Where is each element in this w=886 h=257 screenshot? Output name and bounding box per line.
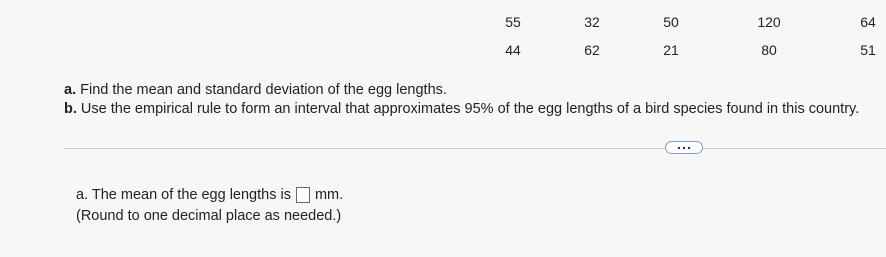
table-cell: 50 [663, 14, 679, 30]
table-cell: 62 [584, 42, 600, 58]
table-cell: 55 [505, 14, 521, 30]
question-b-text: Use the empirical rule to form an interval that approximates 95% of the egg lengths of a bird species found in this country. [80, 101, 860, 117]
table-cell: 32 [584, 14, 600, 30]
answer-line [76, 187, 343, 203]
question-a-label: a. [64, 82, 77, 98]
table-cell: 80 [761, 42, 777, 58]
question-a-text: Find the mean and standard deviation of the egg lengths. [80, 82, 447, 98]
table-row [0, 14, 886, 36]
table-cell: 64 [860, 14, 876, 30]
table-cell: 21 [663, 42, 679, 58]
answer-prompt: a. The mean of the egg lengths is [76, 187, 291, 203]
rounding-instruction: (Round to one decimal place as needed.) [76, 208, 342, 224]
table-cell: 44 [505, 42, 521, 58]
ellipsis-icon [676, 146, 692, 150]
question-b-label: b. [64, 101, 77, 117]
answer-unit: mm. [314, 187, 344, 203]
section-divider [64, 148, 886, 149]
table-cell: 120 [757, 14, 781, 30]
question-part-b [64, 101, 859, 117]
mean-answer-input[interactable] [296, 187, 310, 203]
expand-more-button[interactable] [665, 141, 703, 154]
table-cell: 51 [860, 42, 876, 58]
table-row [0, 42, 886, 64]
question-part-a [64, 82, 447, 98]
